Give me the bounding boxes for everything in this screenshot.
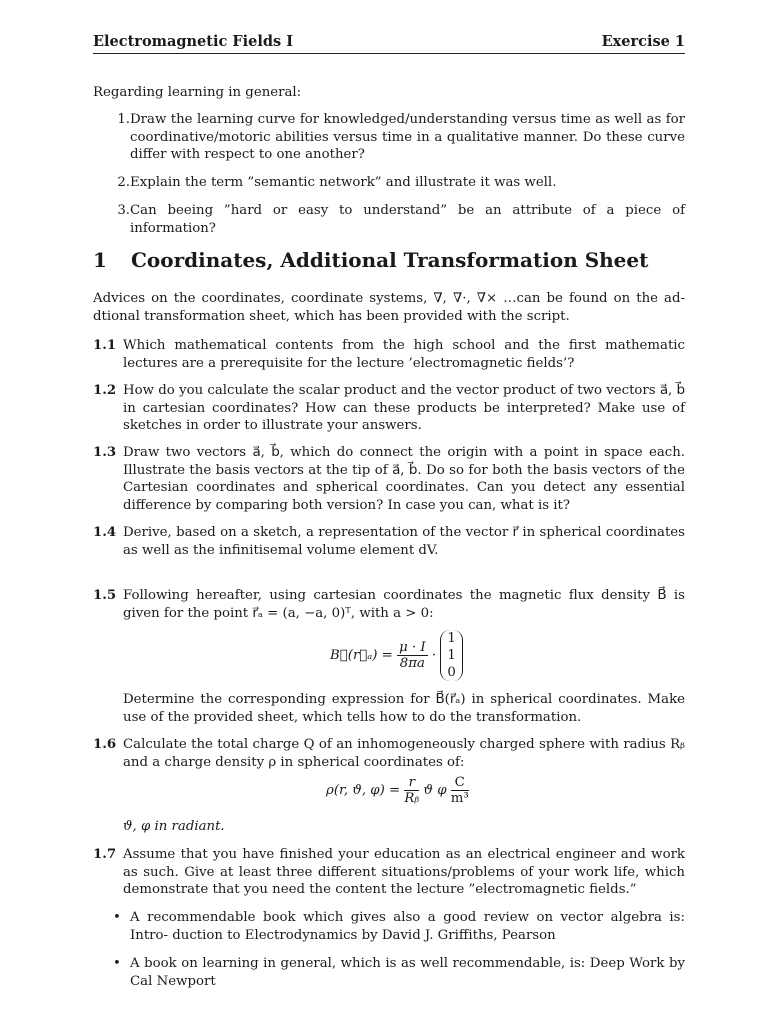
exercise-number: 1.4 [93,525,117,540]
header-exercise-label: Exercise 1 [601,33,685,50]
equation-fraction [404,775,419,806]
exercise-number: 1.3 [93,445,117,460]
vector-component: 1 [447,648,456,663]
charge-density-equation [326,775,469,806]
unit-denominator: m³ [450,791,469,806]
intro-text: Regarding learning in general: [93,85,302,100]
exercise-text: Calculate the total charge Q of an inhomogeneously charged sphere with radius Rᵦ and a charge density ρ in spherical coordinates of: [123,737,685,770]
after-equation-text: Determine the corresponding expression for B⃗(r⃗ₐ) in spherical coordinates. Make use of the provided sheet, which tells how to do the transformation. [123,692,685,725]
section-heading [93,248,648,272]
fraction-denominator: Rᵦ [404,791,420,806]
bullet-icon: • [113,910,121,925]
running-header [93,33,685,55]
exercise-number: 1.5 [93,588,117,603]
exercise-text: Following hereafter, using cartesian coordinates the magnetic flux density B⃗ is given for the point r⃗ₐ = (a, −a, 0)ᵀ, with a > 0: [123,588,685,621]
equation-lhs: B⃗(r⃗ₐ) = [330,648,393,663]
exercise-number: 1.7 [93,847,117,862]
radiant-note: ϑ, φ in radiant. [123,819,225,834]
exercise-text: Assume that you have finished your education as an electrical engineer and work as such. Give at least three different situations/problems of your work life, which demonstrate that you need the content the lecture ”electromagnetic fields.” [123,847,685,898]
header-rule [93,53,685,54]
section-number: 1 [93,248,107,272]
list-item-number: 1. [117,112,130,127]
section-title: Coordinates, Additional Transformation Sheet [131,248,649,272]
advice-paragraph: Advices on the coordinates, coordinate systems, ∇, ∇·, ∇× …can be found on the ad- dtional transformation sheet, which has been provided with the script. [93,291,685,324]
list-item-text: Can beeing ”hard or easy to understand” be an attribute of a piece of information? [130,203,685,236]
vector-component: 0 [447,665,456,680]
column-vector [440,630,462,681]
fraction-numerator: r [404,775,419,791]
fraction-numerator: μ · I [399,640,426,655]
exercise-text: Which mathematical contents from the high school and the first mathematic lectures are a prerequisite for the lecture ’electromagnetic fields’? [123,338,685,371]
bullet-icon: • [113,956,121,971]
exercise-number: 1.2 [93,383,117,398]
list-item-text: A book on learning in general, which is as well recommendable, is: Deep Work by Cal Newport [130,956,685,989]
vector-component: 1 [447,631,456,646]
equation-dot: · [431,648,437,663]
list-item-text: A recommendable book which gives also a good review on vector algebra is: Intro- duction to Electrodynamics by David J. Griffiths, Pearson [130,910,685,943]
list-item-text: Draw the learning curve for knowledged/understanding versus time as well as for coordinative/motoric abilities versus time in a qualitative manner. Do these curve differ with respect to one another? [130,112,685,163]
equation-lhs: ρ(r, ϑ, φ) = [326,783,401,798]
list-item-text: Explain the term ”semantic network” and illustrate it was well. [130,175,557,190]
flux-density-equation [330,630,463,681]
unit-fraction [451,775,469,806]
exercise-number: 1.6 [93,737,117,752]
equation-fraction [397,640,428,671]
exercise-text: Derive, based on a sketch, a representation of the vector r⃗ in spherical coordinates as well as the infinitisemal volume element dV. [123,525,685,558]
equation-middle: ϑ φ [423,783,447,798]
exercise-text: Draw two vectors a⃗, b⃗, which do connect the origin with a point in space each. Illustrate the basis vectors at the tip of a⃗, b⃗. Do so for both the basis vectors of the Cartesian coordinates and spherical coordinates. Can you detect any essential difference by comparing both version? In case you can, what is it? [123,445,685,513]
list-item-number: 2. [117,175,130,190]
unit-numerator: C [451,775,469,791]
exercise-text: How do you calculate the scalar product and the vector product of two vectors a⃗, b⃗ in cartesian coordinates? How can these products be interpreted? Make use of sketches in order to illustrate your answers. [123,383,685,434]
fraction-denominator: 8πa [399,656,425,671]
header-course-title: Electromagnetic Fields I [93,33,294,50]
exercise-number: 1.1 [93,338,117,353]
list-item-number: 3. [117,203,130,218]
